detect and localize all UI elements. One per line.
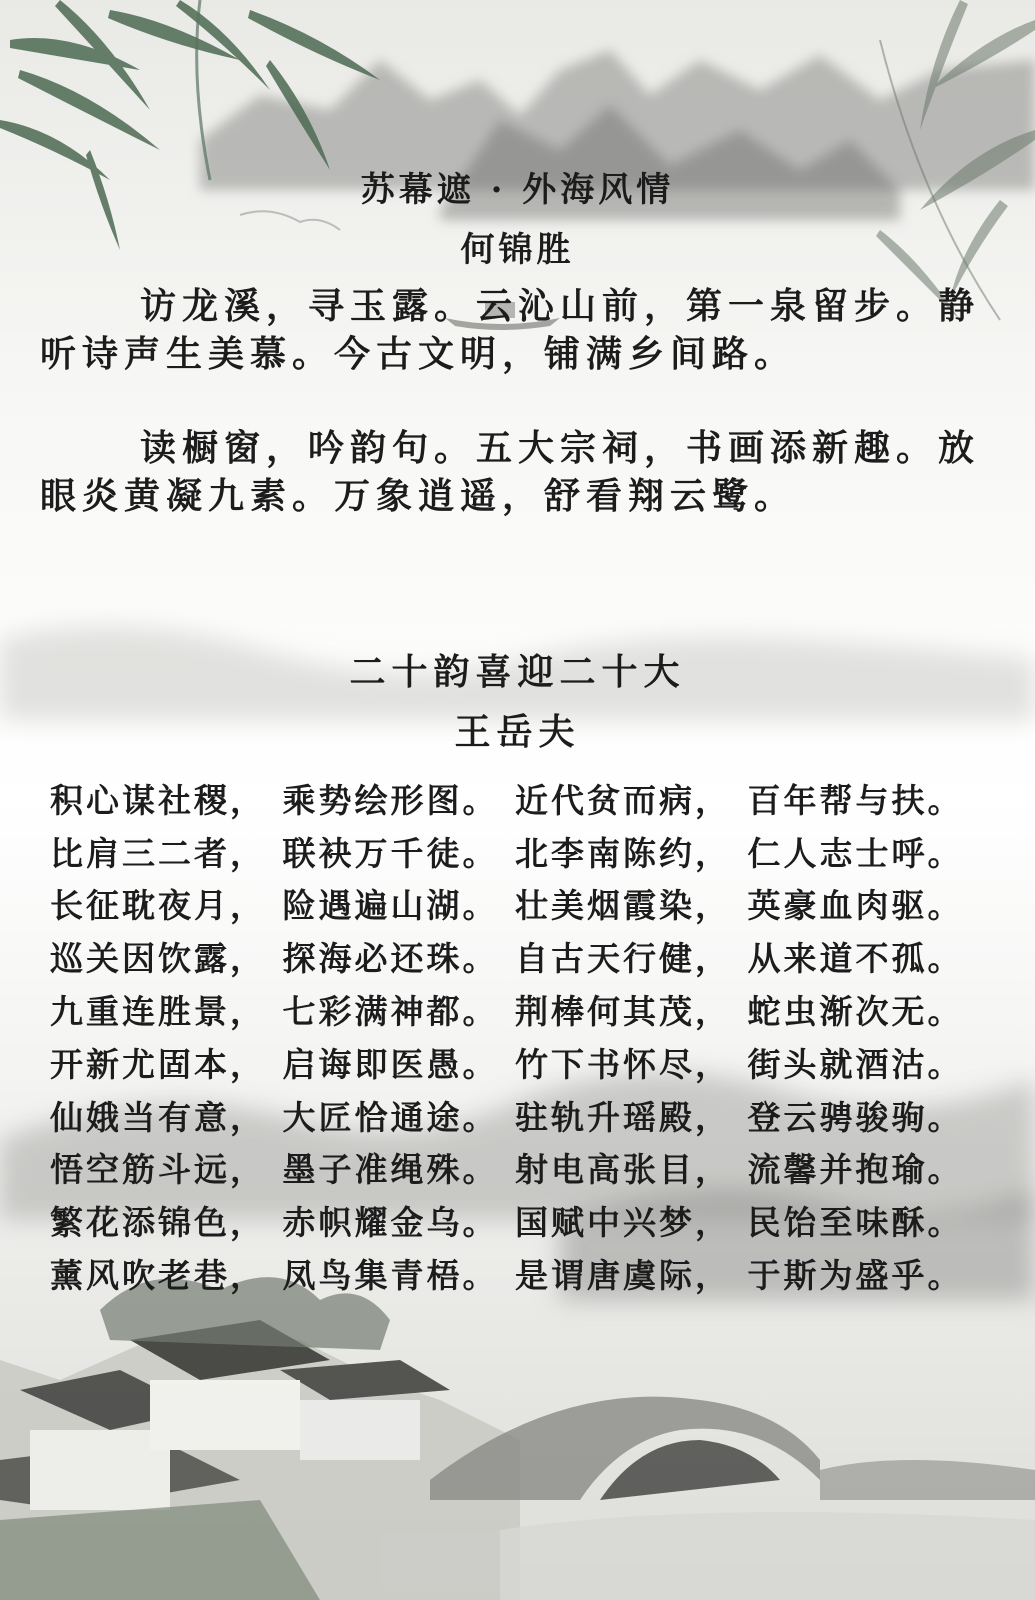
poem2-phrase: 是谓唐虞际， <box>515 1256 731 1296</box>
poem2-phrase: 启诲即医愚。 <box>282 1044 499 1084</box>
poem2-phrase: 联袂万千徒。 <box>282 833 499 873</box>
poem2-phrase: 大匠恰通途。 <box>282 1097 499 1137</box>
poem2-phrase: 街头就酒沽。 <box>747 1044 964 1084</box>
poem2-author: 王岳夫 <box>454 711 581 753</box>
poem2-line <box>50 1089 980 1142</box>
poem2-phrase: 开新尤固本， <box>50 1044 266 1084</box>
poem2-phrase: 百年帮与扶。 <box>747 780 964 820</box>
poem2-phrase: 探海必还珠。 <box>282 939 499 979</box>
poem2-phrase: 墨子准绳殊。 <box>282 1150 499 1190</box>
poem2-phrase: 九重连胜景， <box>50 992 266 1032</box>
poem2-phrase: 繁花添锦色， <box>50 1203 266 1243</box>
poem1-paragraph-2 <box>40 424 980 520</box>
poem2-phrase: 赤帜耀金乌。 <box>282 1203 499 1243</box>
poem2-phrase: 凤鸟集青梧。 <box>282 1256 499 1296</box>
poem2-phrase: 七彩满神都。 <box>282 992 499 1032</box>
poem1-paragraph-1 <box>40 282 980 378</box>
poem2-phrase: 蛇虫渐次无。 <box>747 992 964 1032</box>
poem2-phrase: 近代贫而病， <box>515 780 731 820</box>
poem2-line <box>50 772 980 825</box>
poem1-paragraph-1-text: 访龙溪，寻玉露。云沁山前，第一泉留步。静听诗声生美慕。今古文明，铺满乡间路。 <box>40 285 981 375</box>
poem2-phrase: 驻轨升瑶殿， <box>515 1097 731 1137</box>
poem2-phrase: 竹下书怀尽， <box>515 1044 731 1084</box>
poem2-phrase: 积心谋社稷， <box>50 780 266 820</box>
poem2-line <box>50 878 980 931</box>
poem2-phrase: 从来道不孤。 <box>747 939 964 979</box>
poem1-author: 何锦胜 <box>460 230 575 270</box>
poem2-phrase: 自古天行健， <box>515 939 731 979</box>
poem2-phrase: 长征耽夜月， <box>50 886 266 926</box>
poem2-line <box>50 983 980 1036</box>
poem1-paragraph-2-text: 读橱窗，吟韵句。五大宗祠，书画添新趣。放眼炎黄凝九素。万象逍遥，舒看翔云鹭。 <box>40 427 981 517</box>
poem2-line <box>50 1247 980 1300</box>
poem2-phrase: 射电高张目， <box>515 1150 731 1190</box>
poem2-phrase: 险遇遍山湖。 <box>282 886 499 926</box>
poem2-phrase: 仙娥当有意， <box>50 1097 266 1137</box>
poem2-title: 二十韵喜迎二十大 <box>349 651 686 693</box>
poem2-line <box>50 1036 980 1089</box>
poem2-phrase: 薰风吹老巷， <box>50 1256 266 1296</box>
poem2-phrase: 登云骋骏驹。 <box>747 1097 964 1137</box>
poem2-phrase: 壮美烟霞染， <box>515 886 731 926</box>
poem2-line <box>50 930 980 983</box>
poem2-phrase: 悟空筋斗远， <box>50 1150 266 1190</box>
poem2-line <box>50 1194 980 1247</box>
poem2-phrase: 北李南陈约， <box>515 833 731 873</box>
poem2-phrase: 乘势绘形图。 <box>282 780 499 820</box>
poem2-phrase: 英豪血肉驱。 <box>747 886 964 926</box>
poem2-phrase: 国赋中兴梦， <box>515 1203 731 1243</box>
poem1-title: 苏幕遮 · 外海风情 <box>360 170 675 210</box>
poem2-body <box>50 772 980 1300</box>
poem2-phrase: 仁人志士呼。 <box>747 833 964 873</box>
poem2-phrase: 于斯为盛乎。 <box>747 1256 964 1296</box>
poem2-phrase: 民饴至味酥。 <box>747 1203 964 1243</box>
poem2-line <box>50 825 980 878</box>
poem2-phrase: 比肩三二者， <box>50 833 266 873</box>
poem2-phrase: 巡关因饮露， <box>50 939 266 979</box>
poem2-phrase: 荆棒何其茂， <box>515 992 731 1032</box>
poem2-phrase: 流馨并抱瑜。 <box>747 1150 964 1190</box>
poem2-line <box>50 1142 980 1195</box>
